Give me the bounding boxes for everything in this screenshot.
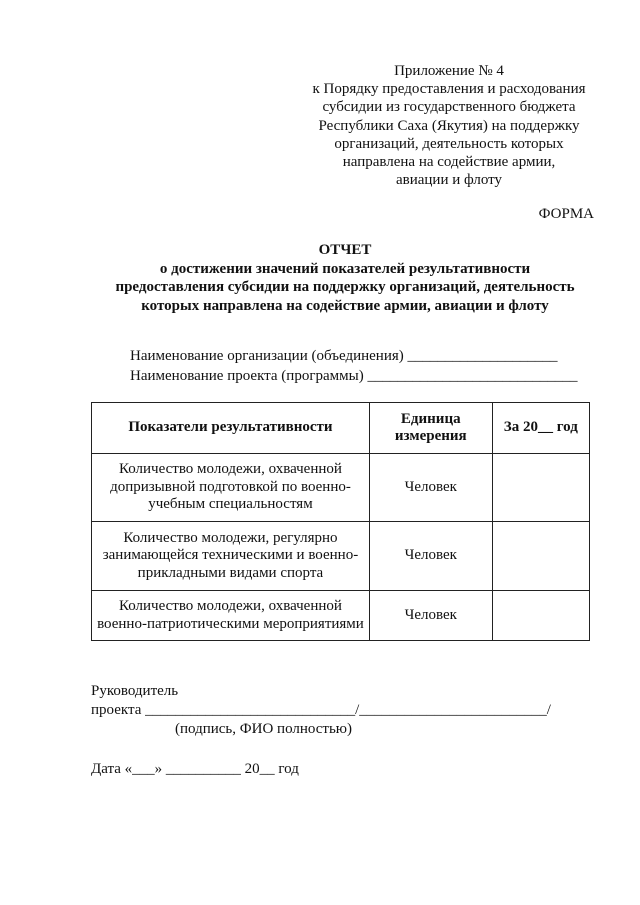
- form-label: ФОРМА: [538, 206, 594, 222]
- indicator-line: допризывной подготовкой по военно-: [110, 478, 351, 495]
- indicator-line: Количество молодежи, регулярно: [123, 529, 338, 546]
- header-year: За 20__ год: [492, 403, 589, 454]
- signature-line[interactable]: проекта ____________________________/_________________________/: [91, 702, 551, 718]
- appendix-line: субсидии из государственного бюджета: [322, 99, 576, 116]
- header-unit-line: Единица: [400, 410, 461, 427]
- indicator-line: военно-патриотическими мероприятиями: [97, 615, 364, 632]
- appendix-line: Приложение № 4: [394, 63, 504, 79]
- report-heading: ОТЧЕТ: [318, 242, 372, 258]
- appendix-line: Республики Саха (Якутия) на поддержку: [318, 117, 580, 134]
- header-unit: [369, 403, 492, 454]
- indicator-cell: [92, 454, 370, 522]
- indicator-line: Количество молодежи, охваченной: [118, 598, 342, 614]
- indicator-cell: [92, 591, 370, 641]
- unit-cell: Человек: [369, 522, 492, 591]
- year-value-cell[interactable]: [492, 591, 589, 641]
- report-subtitle-line: о достижении значений показателей результативности: [159, 260, 531, 277]
- year-value-cell[interactable]: [492, 522, 589, 591]
- indicator-line: Количество молодежи, охваченной: [118, 461, 342, 478]
- organization-name-field[interactable]: Наименование организации (объединения) ____________________: [130, 348, 558, 364]
- indicator-line: учебным специальностям: [148, 496, 313, 513]
- table-row: [92, 522, 590, 591]
- signature-block: [91, 682, 551, 739]
- signature-caption: (подпись, ФИО полностью): [175, 721, 353, 737]
- indicator-line: занимающейся техническими и военно-: [102, 547, 359, 564]
- year-value-cell[interactable]: [492, 454, 589, 522]
- report-title: [60, 241, 630, 315]
- table-row: [92, 591, 590, 641]
- appendix-line: авиации и флоту: [395, 172, 503, 189]
- header-unit-line: измерения: [394, 428, 467, 444]
- appendix-header: [296, 62, 602, 189]
- unit-cell: Человек: [369, 454, 492, 522]
- table-header-row: [92, 403, 590, 454]
- indicators-table: [91, 402, 590, 641]
- indicator-line: прикладными видами спорта: [137, 564, 324, 581]
- appendix-line: направлена на содействие армии,: [342, 154, 556, 171]
- appendix-line: к Порядку предоставления и расходования: [312, 81, 586, 98]
- report-subtitle-line: предоставления субсидии на поддержку организаций, деятельность: [115, 279, 575, 295]
- report-subtitle-line: которых направлена на содействие армии, авиации и флоту: [141, 297, 549, 314]
- appendix-line: организаций, деятельность которых: [334, 135, 564, 152]
- header-indicators: Показатели результативности: [92, 403, 370, 454]
- table-row: [92, 454, 590, 522]
- date-line[interactable]: Дата «___» __________ 20__ год: [91, 761, 299, 777]
- signature-label: Руководитель: [91, 683, 179, 699]
- project-name-field[interactable]: Наименование проекта (программы) ____________________________: [130, 368, 578, 384]
- indicator-cell: [92, 522, 370, 591]
- unit-cell: Человек: [369, 591, 492, 641]
- name-fields: [130, 346, 577, 386]
